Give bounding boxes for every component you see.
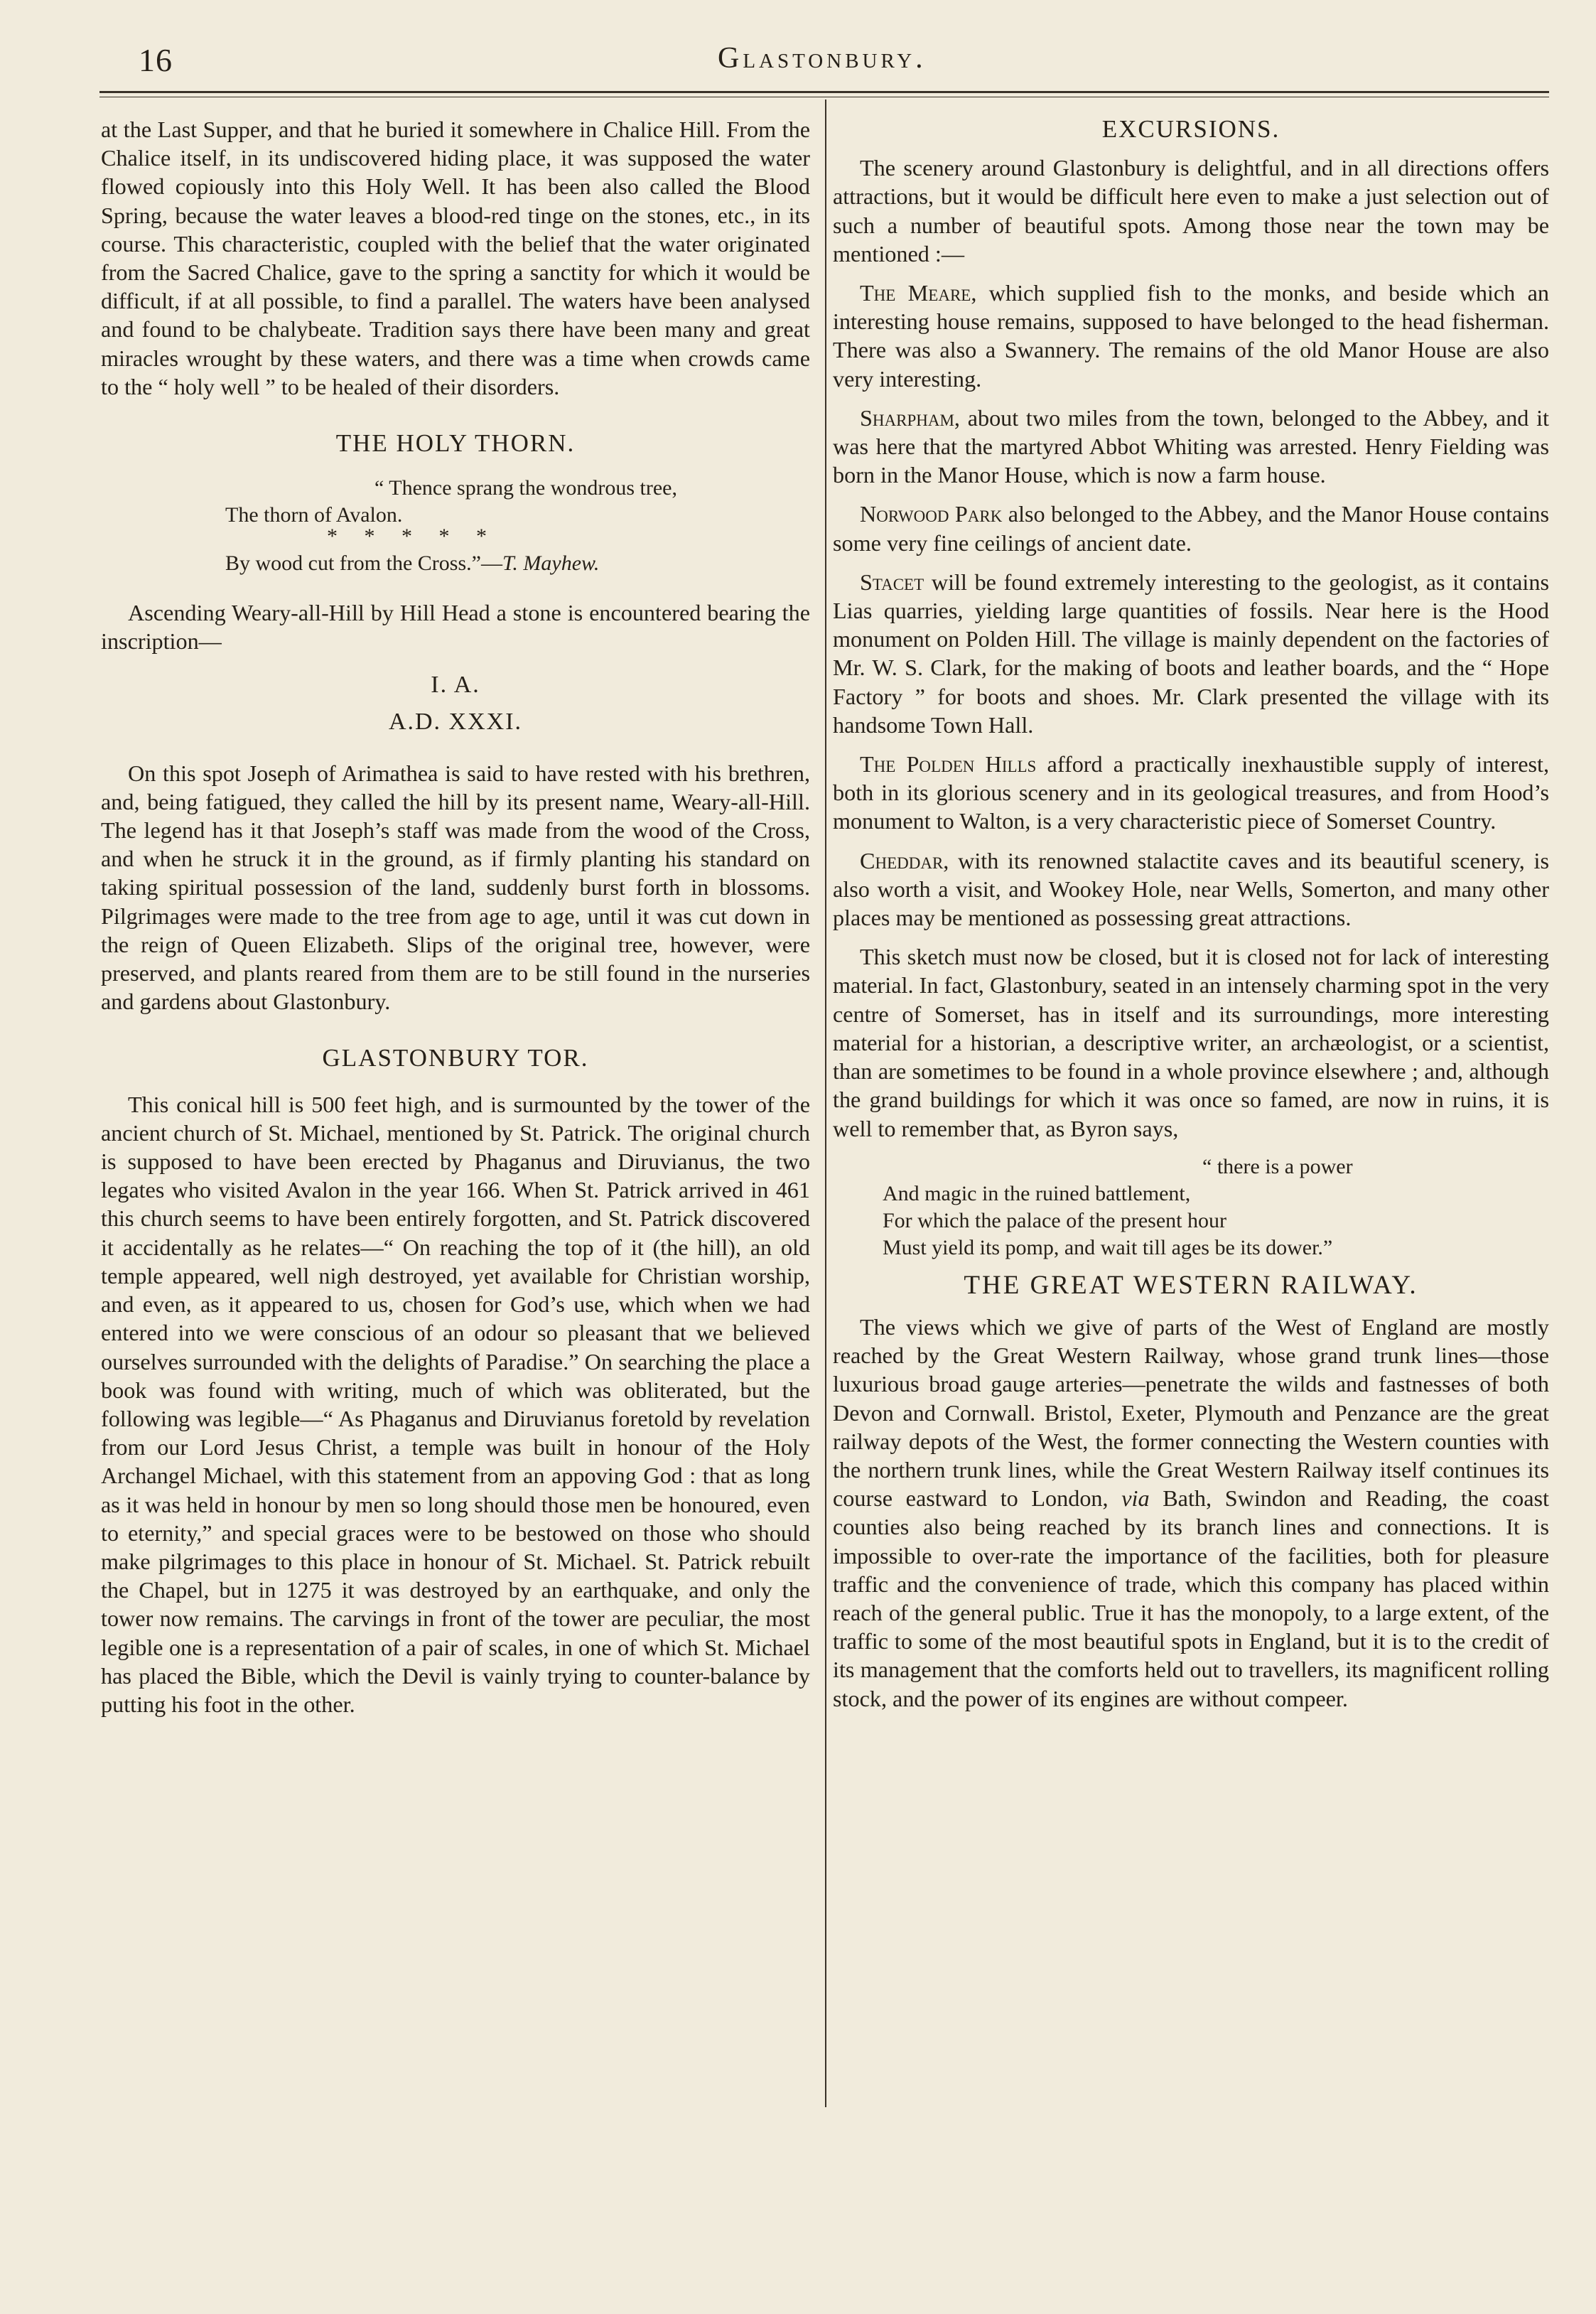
sharpham-paragraph: Sharpham, about two miles from the town, belonged to the Abbey, and it was here that the martyred Abbot Whiting was arrested. Henry Fielding was born in the Manor House, which is now a farm house. <box>833 404 1549 488</box>
tor-paragraph: This conical hill is 500 feet high, and is surmounted by the tower of the ancient church of St. Michael, mentioned by St. Patrick. The original church is supposed to have been erected by Phaganus and Diruvianus, the two legates who visited Avalon in the year 166. When St. Patrick arrived in 461 this church seems to have been entirely forgotten, and St. Patrick discovered it accidentally as he relates—“ On reaching the top of it (the hill), an old temple appeared, well nigh destroyed, yet available for Christian worship, and even, as it appeared to us, chosen for God’s use, which when we had entered into we were conscious of an odour so pleasant that we believed ourselves surrounded with the delights of Paradise.” On searching the place a book was found with writing, much of which was obliterated, but the following was legible—“ As Phaganus and Diruvianus foretold by revelation from our Lord Jesus Christ, a temple was built in honour of the Holy Archangel Michael, with this statement from an appoving God : that as long as it was held in honour by men so long should those men be honoured, even to eternity,” and special graces were to be bestowed on those who should make pilgrimages to this place in honour of St. Michael. St. Patrick rebuilt the Chapel, but in 1275 it was destroyed by an earthquake, and only the tower now remains. The carvings in front of the tower are peculiar, the most legible one is a representation of a pair of scales, in one of which St. Michael has placed the Bible, which the Devil is vainly trying to counter-balance by putting his foot in the other. <box>101 1091 810 1717</box>
railway-paragraph: The views which we give of parts of the West of England are mostly reached by the Great Western Railway, whose grand trunk lines—those luxurious broad gauge arteries—penetrate the wilds and fastnesses of both Devon and Cornwall. Bristol, Exeter, Plymouth and Penzance are the great railway depots of the West, the former connecting the Western counties with the northern trunk lines, while the Great Western Railway itself continues its course eastward to London, via Bath, Swindon and Reading, the coast counties also being reached by its branch lines and connections. It is impossible to over-rate the importance of the facilities, both for pleasure traffic and the convenience of trade, which this company has placed within reach of the general public. True it has the monopoly, to a large extent, of the traffic to some of the most beautiful spots in England, but it is to the credit of its management that the comforts held out to travellers, its magnificent rolling stock, and the power of its engines are without compeer. <box>833 1313 1550 1711</box>
verse-attribution: T. Mayhew. <box>502 551 600 576</box>
excursions-intro: The scenery around Glastonbury is delightful, and in all directions offers attractions, but it would be difficult here even to make a just selection out of such a number of beautiful spots. Among those near the town may be mentioned :— <box>833 155 1549 267</box>
right-column <box>833 115 1549 1723</box>
verse-line: By wood cut from the Cross.”— <box>225 551 502 576</box>
verse-line: For which the palace of the present hour <box>883 1208 1226 1232</box>
excursions-heading: EXCURSIONS. <box>1101 115 1280 143</box>
page-number: 16 <box>139 42 173 78</box>
place-name: Stacet <box>860 569 924 595</box>
place-name: The Meare, <box>860 280 977 306</box>
place-name: The Polden Hills <box>860 751 1037 777</box>
place-name: Cheddar, <box>860 847 949 873</box>
norwood-park-paragraph: Norwood Park also belonged to the Abbey, and the Manor House contains some very fine ceilings of ancient date. <box>833 501 1549 556</box>
header-rule <box>99 91 1549 93</box>
inscription <box>101 667 810 741</box>
verse-line: “ Thence sprang the wondrous tree, <box>374 476 677 500</box>
left-column <box>101 115 810 1729</box>
weary-all-hill-paragraph: Ascending Weary-all-Hill by Hill Head a stone is encountered bearing the inscription— <box>101 600 810 655</box>
holy-thorn-heading: THE HOLY THORN. <box>335 429 576 458</box>
running-title: Glastonbury. <box>718 42 927 75</box>
joseph-paragraph: On this spot Joseph of Arimathea is said to have rested with his brethren, and, being fatigued, they called the hill by its present name, Weary-all-Hill. The legend has it that Joseph’s staff was made from the wood of the Cross, and when he struck it in the ground, as if firmly planting his standard on taking spiritual possession of the land, suddenly burst forth in blossoms. Pilgrimages were made to the tree from age to age, until it was cut down in the reign of Queen Elizabeth. Slips of the original tree, however, were preserved, and plants reared from them are to be still found in the nurseries and gardens about Glastonbury. <box>101 760 810 1015</box>
meare-paragraph: The Meare, which supplied fish to the monks, and beside which an interesting house remains, supposed to have belonged to the head fisherman. There was also a Swannery. The remains of the old Manor House are also very interesting. <box>833 280 1549 392</box>
byron-verse <box>833 1153 1549 1261</box>
verse-line: Must yield its pomp, and wait till ages be its dower.” <box>883 1235 1333 1259</box>
cheddar-paragraph: Cheddar, with its renowned stalactite caves and its beautiful scenery, is also worth a visit, and Wookey Hole, near Wells, Somerton, and many other places may be mentioned as possessing great attractions. <box>833 847 1549 931</box>
place-name: Norwood Park <box>860 501 1003 527</box>
closing-paragraph: This sketch must now be closed, but it is closed not for lack of interesting material. In fact, Glastonbury, seated in an intensely charming spot in the very centre of Somerset, has in itself and its surroundings, more interesting material for a historian, a descriptive writer, an archæologist, or a scientist, than are sometimes to be found in a whole province elsewhere ; and, although the grand buildings for which it was once so famed, are now in ruins, it is well to remember that, as Byron says, <box>833 944 1549 1141</box>
holy-well-paragraph: at the Last Supper, and that he buried it somewhere in Chalice Hill. From the Chalice itself, in its undiscovered hiding place, it was supposed the water flowed copiously into this Holy Well. It has been also called the Blood Spring, because the water leaves a blood-red tinge on the stones, etc., in its course. This characteristic, coupled with the belief that the water originated from the Sacred Chalice, gave to the spring a sanctity for which it would be difficult, if at all possible, to find a parallel. The waters have been analysed and found to be chalybeate. Tradition says there have been many and great miracles wrought by these waters, and there was a time when crowds came to the “ holy well ” to be healed of their disorders. <box>101 117 810 399</box>
verse-ellipsis-stars: * * * * * <box>327 524 487 549</box>
verse-line: And magic in the ruined battlement, <box>883 1181 1191 1205</box>
verse-line: “ there is a power <box>1202 1154 1353 1178</box>
verse-line: The thorn of Avalon. <box>225 503 403 527</box>
great-western-railway-heading: THE GREAT WESTERN RAILWAY. <box>964 1270 1418 1300</box>
place-name: Sharpham, <box>860 404 960 431</box>
inscription-line: I. A. <box>431 671 480 698</box>
inscription-line: A.D. XXXI. <box>388 708 523 735</box>
polden-hills-paragraph: The Polden Hills afford a practically inexhaustible supply of interest, both in its glorious scenery and in its geological treasures, and from Hood’s monument to Walton, is a very characteristic piece of Somerset Country. <box>833 751 1549 834</box>
stacet-paragraph: Stacet will be found extremely interesting to the geologist, as it contains Lias quarries, yielding large quantities of fossils. Near here is the Hood monument on Polden Hill. The village is mainly dependent on the factories of Mr. W. S. Clark, for the making of boots and leather boards, and the “ Hope Factory ” for boots and shoes. Mr. Clark presented the village with its handsome Town Hall. <box>833 569 1549 738</box>
holy-thorn-verse <box>101 475 810 577</box>
column-divider <box>825 99 826 2107</box>
glastonbury-tor-heading: GLASTONBURY TOR. <box>322 1044 589 1072</box>
